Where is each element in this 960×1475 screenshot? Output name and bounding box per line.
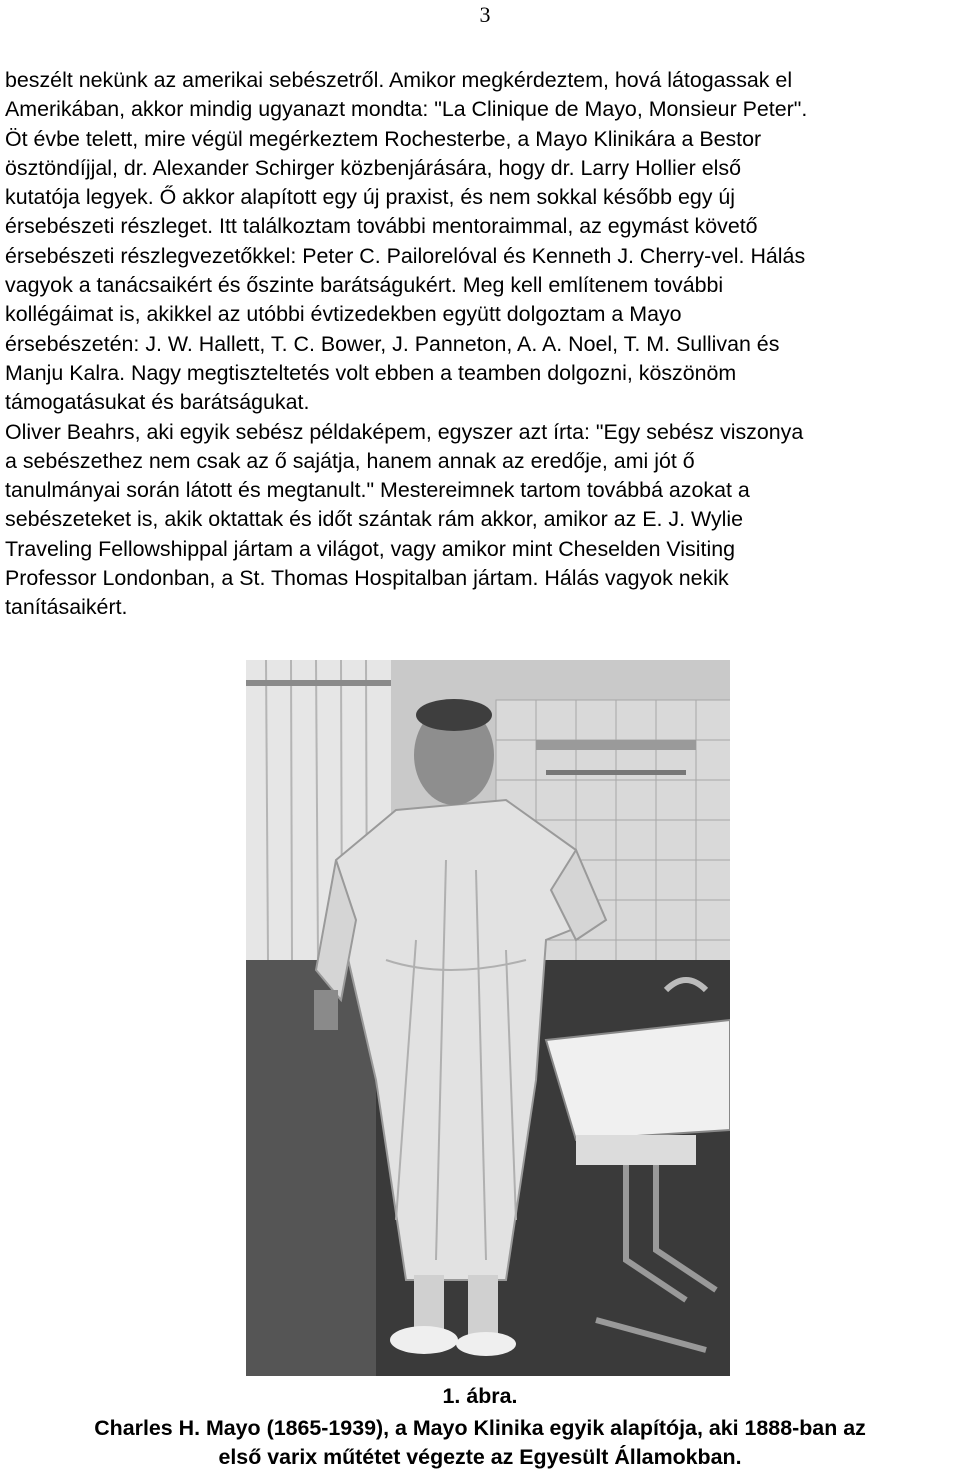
body-line: a sebészethez nem csak az ő sajátja, hanem annak az eredője, ami jót ő (5, 448, 695, 473)
body-line: érsebészetén: J. W. Hallett, T. C. Bower, J. Panneton, A. A. Noel, T. M. Sullivan és (5, 331, 780, 356)
figure-caption-line: első varix műtétet végezte az Egyesült Államokban. (218, 1445, 742, 1469)
body-line: Professor Londonban, a St. Thomas Hospitalban jártam. Hálás vagyok nekik (5, 566, 729, 591)
body-line: kollégáimat is, akikkel az utóbbi évtizedekben együtt dolgoztam a Mayo (5, 302, 682, 327)
body-line: érsebészeti részleget. Itt találkoztam további mentoraimmal, az egymást követő (5, 214, 758, 239)
body-line: Traveling Fellowshippal jártam a világot, vagy amikor mint Cheselden Visiting (5, 536, 735, 561)
body-text (5, 66, 960, 623)
body-line: tanulmányai során látott és megtanult." Mestereimnek tartom továbbá azokat a (5, 478, 750, 503)
body-line: érsebészeti részlegvezetőkkel: Peter C. Pailorelóval és Kenneth J. Cherry-vel. Hálás (5, 243, 806, 268)
figure-label: 1. ábra. (442, 1384, 518, 1408)
body-line: Amerikában, akkor mindig ugyanazt mondta: "La Clinique de Mayo, Monsieur Peter". (5, 97, 808, 122)
body-line: támogatásukat és barátságukat. (5, 390, 310, 415)
body-line: sebészeteket is, akik oktattak és időt szántak rám akkor, amikor az E. J. Wylie (5, 507, 744, 532)
body-line: beszélt nekünk az amerikai sebészetről. Amikor megkérdeztem, hová látogassak el (5, 68, 793, 92)
body-line: ösztöndíjjal, dr. Alexander Schirger közbenjárására, hogy dr. Larry Hollier első (5, 155, 741, 180)
portrait-photo (246, 660, 730, 1376)
body-line: Öt évbe telett, mire végül megérkeztem Rochesterbe, a Mayo Klinikára a Bestor (5, 126, 762, 151)
body-line: kutatója legyek. Ő akkor alapított egy új praxist, és nem sokkal később egy új (5, 185, 736, 210)
page-number: 3 (479, 2, 491, 27)
body-line: Oliver Beahrs, aki egyik sebész példaképem, egyszer azt írta: "Egy sebész viszonya (5, 419, 804, 444)
body-line: Manju Kalra. Nagy megtiszteltetés volt ebben a teamben dolgozni, köszönöm (5, 360, 737, 385)
figure-caption-line: Charles H. Mayo (1865-1939), a Mayo Klinika egyik alapítója, aki 1888-ban az (94, 1416, 866, 1440)
body-line: tanításaikért. (5, 595, 128, 620)
body-line: vagyok a tanácsaikért és őszinte barátságukért. Meg kell említenem további (5, 273, 724, 298)
